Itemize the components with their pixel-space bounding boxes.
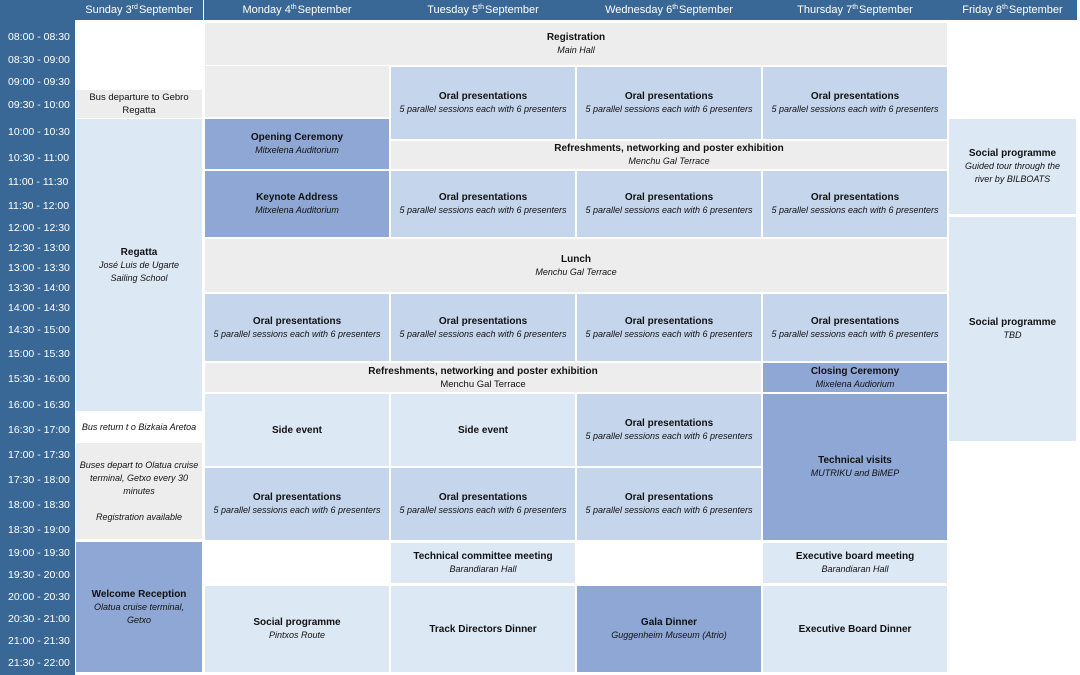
event-title: Executive Board Dinner (798, 623, 912, 635)
time-slot: 08:30 - 09:00 (8, 53, 70, 66)
event-title: Oral presentations (252, 315, 342, 327)
event-detail: Menchu Gal Terrace (628, 156, 710, 166)
day-header-3 (576, 0, 762, 20)
event-technical-visits (763, 394, 947, 540)
event-title: Oral presentations (438, 192, 528, 203)
event-detail: river by BILBOATS (974, 174, 1051, 184)
day-header-ordinal: th (672, 3, 679, 11)
event-thu-oral-1 (763, 67, 947, 139)
event-title: Oral presentations (624, 492, 714, 503)
header-corner (0, 0, 75, 20)
time-slot: 13:00 - 13:30 (8, 261, 70, 274)
day-header-day: Monday 4 (242, 4, 291, 16)
event-detail: Buses depart to Olatua cruise (79, 459, 199, 470)
time-slot: 14:30 - 15:00 (8, 324, 70, 336)
event-title: Oral presentations (438, 91, 528, 102)
event-detail: 5 parallel sessions each with 6 presenters (399, 328, 567, 339)
event-title: Lunch (561, 253, 591, 265)
event-track-directors-dinner (391, 586, 575, 672)
event-detail: Guided tour through the (964, 161, 1061, 171)
event-sunday-buses-depart (76, 443, 202, 539)
event-detail: Menchu Gal Terrace (535, 266, 617, 277)
time-slot: 10:30 - 11:00 (8, 152, 70, 164)
day-header-day: Wednesday 6 (605, 4, 673, 16)
time-slot: 09:00 - 09:30 (8, 75, 70, 88)
event-wed-oral-2 (577, 171, 761, 237)
event-title: Oral presentations (624, 418, 714, 429)
event-detail: Bus return t o Bizkaia Aretoa (81, 422, 197, 432)
day-header-ordinal: th (1002, 3, 1008, 11)
event-closing-ceremony (763, 363, 947, 392)
time-slot: 18:30 - 19:00 (8, 523, 70, 536)
event-wed-oral-3 (577, 294, 761, 361)
event-title: Oral presentations (624, 315, 714, 327)
event-detail: Main Hall (557, 45, 595, 55)
time-slot: 18:00 - 18:30 (8, 499, 70, 511)
event-wed-oral-5 (577, 468, 761, 540)
day-header-2 (390, 0, 576, 20)
event-fri-social-programme-2 (949, 217, 1076, 441)
event-sunday-bus-departure (76, 90, 202, 118)
time-slot: 10:00 - 10:30 (8, 125, 70, 138)
day-header-ordinal: th (478, 3, 484, 11)
time-slot: 17:00 - 17:30 (8, 449, 70, 461)
event-title: Keynote Address (256, 192, 338, 203)
day-header-day: Friday 8 (962, 4, 1003, 16)
event-detail: Sailing School (110, 272, 168, 283)
day-header-1 (204, 0, 390, 20)
event-detail: Regatta (122, 105, 156, 116)
event-title: Oral presentations (810, 91, 900, 102)
time-slot: 20:00 - 20:30 (8, 590, 70, 603)
event-technical-committee-meeting (391, 543, 575, 583)
event-detail: 5 parallel sessions each with 6 presenters (585, 505, 753, 515)
time-slot: 15:00 - 15:30 (8, 347, 70, 360)
time-slot: 13:30 - 14:00 (8, 281, 70, 294)
event-sunday-welcome-reception (76, 542, 202, 672)
event-executive-board-meeting (763, 543, 947, 583)
event-title: Technical committee meeting (413, 551, 553, 562)
event-title: Oral presentations (252, 492, 342, 503)
event-detail: TBD (1003, 330, 1022, 340)
time-slot: 16:30 - 17:00 (8, 424, 70, 436)
day-header-month: September (485, 4, 539, 16)
event-detail: 5 parallel sessions each with 6 presenters (399, 205, 567, 215)
event-tue-oral-2 (391, 171, 575, 237)
event-title: Closing Ceremony (810, 365, 900, 377)
event-title: Social programme (968, 317, 1057, 328)
event-thu-oral-3 (763, 294, 947, 361)
day-header-month: September (1008, 4, 1063, 16)
day-header-month: September (297, 4, 352, 16)
event-detail: 5 parallel sessions each with 6 presenters (399, 505, 567, 515)
event-title: Social programme (253, 617, 341, 628)
time-slot: 12:00 - 12:30 (8, 221, 70, 234)
day-header-ordinal: th (290, 3, 297, 11)
event-title: Oral presentations (810, 192, 900, 203)
event-refreshments-2 (205, 363, 761, 392)
event-registration (205, 23, 947, 65)
day-header-ordinal: rd (131, 3, 138, 11)
time-slot: 14:00 - 14:30 (8, 302, 70, 314)
event-mon-side-event (205, 394, 389, 466)
event-detail: Bus departure to Gebro (89, 92, 189, 103)
event-refreshments-1 (391, 141, 947, 169)
event-detail: Mitxelena Auditorium (255, 145, 339, 155)
time-slot: 17:30 - 18:00 (8, 474, 70, 486)
event-wed-oral-1 (577, 67, 761, 139)
event-title: Oral presentations (810, 315, 900, 327)
day-header-5 (948, 0, 1077, 20)
event-detail: Menchu Gal Terrace (440, 378, 526, 390)
event-detail: 5 parallel sessions each with 6 presenters (585, 431, 753, 441)
event-detail: Mixelena Audiorium (815, 378, 895, 389)
event-detail: MUTRIKU and BiMEP (810, 468, 900, 478)
event-tue-oral-3 (391, 294, 575, 361)
event-title: Side event (271, 424, 323, 436)
event-title: Refreshments, networking and poster exhibition (368, 365, 598, 377)
event-title: Track Directors Dinner (429, 623, 537, 635)
event-title: Oral presentations (438, 492, 528, 503)
event-tue-side-event (391, 394, 575, 466)
event-detail: 5 parallel sessions each with 6 presenters (771, 328, 939, 339)
event-detail: terminal, Getxo every 30 (89, 472, 189, 483)
event-detail: 5 parallel sessions each with 6 presenters (585, 328, 753, 339)
event-title: Welcome Reception (91, 588, 187, 600)
day-header-ordinal: th (852, 3, 859, 11)
event-tue-oral-1 (391, 67, 575, 139)
event-detail: 5 parallel sessions each with 6 presenters (771, 205, 939, 215)
event-sunday-bus-return (76, 414, 202, 441)
event-opening-ceremony (205, 119, 389, 169)
day-header-day: Sunday 3 (85, 4, 132, 16)
event-detail: 5 parallel sessions each with 6 presenters (399, 104, 567, 114)
event-detail: 5 parallel sessions each with 6 presenters (585, 104, 753, 114)
time-slot: 15:30 - 16:00 (8, 372, 70, 385)
day-header-month: September (138, 4, 193, 16)
event-detail: Registration available (95, 511, 183, 522)
time-slot: 08:00 - 08:30 (8, 31, 70, 43)
time-slot: 20:30 - 21:00 (8, 612, 70, 625)
event-title: Opening Ceremony (250, 132, 344, 143)
day-header-day: Tuesday 5 (427, 4, 479, 16)
event-title: Side event (457, 424, 509, 436)
event-monday-registration-gap (205, 66, 389, 117)
event-mon-social-programme (205, 586, 389, 672)
event-mon-oral-5 (205, 468, 389, 540)
event-tue-oral-5 (391, 468, 575, 540)
event-detail: 5 parallel sessions each with 6 presenters (213, 505, 381, 515)
event-title: Technical visits (818, 455, 892, 466)
time-slot: 11:00 - 11:30 (8, 176, 69, 188)
event-title: Executive board meeting (795, 551, 915, 562)
event-detail: 5 parallel sessions each with 6 presenters (585, 205, 753, 215)
event-title: Oral presentations (624, 91, 714, 102)
event-detail: Guggenheim Museum (Atrio) (611, 630, 727, 640)
time-slot: 19:30 - 20:00 (8, 568, 70, 581)
time-slot: 21:00 - 21:30 (8, 634, 70, 647)
day-header-0 (75, 0, 203, 20)
time-slot: 16:00 - 16:30 (8, 398, 70, 411)
event-detail: Mitxelena Auditorium (255, 205, 339, 215)
event-executive-board-dinner (763, 586, 947, 672)
event-detail: 5 parallel sessions each with 6 presenters (771, 104, 939, 114)
day-header-month: September (859, 4, 913, 16)
event-title: Registration (546, 32, 606, 43)
event-title: Refreshments, networking and poster exhibition (554, 143, 784, 154)
event-thu-oral-2 (763, 171, 947, 237)
event-detail: Barandiaran Hall (821, 564, 889, 574)
time-slot: 09:30 - 10:00 (8, 99, 70, 111)
event-mon-oral-3 (205, 294, 389, 361)
event-keynote-address (205, 171, 389, 237)
event-title: Oral presentations (624, 192, 714, 203)
event-title: Gala Dinner (640, 617, 698, 628)
event-sunday-regatta (76, 119, 202, 411)
time-slot: 11:30 - 12:00 (8, 199, 70, 212)
event-lunch (205, 239, 947, 292)
event-detail: Pintxos Route (268, 630, 326, 640)
event-title: Oral presentations (438, 315, 528, 327)
event-title: Regatta (120, 246, 158, 258)
day-header-4 (762, 0, 948, 20)
event-detail: José Luis de Ugarte (98, 259, 180, 270)
event-fri-social-programme-1 (949, 119, 1076, 214)
day-header-day: Thursday 7 (797, 4, 853, 16)
event-detail: 5 parallel sessions each with 6 presenters (213, 328, 381, 339)
event-detail: Olatua cruise terminal, (93, 601, 185, 612)
event-title: Social programme (968, 148, 1057, 159)
event-detail: Getxo (126, 614, 151, 625)
day-header-month: September (679, 4, 733, 16)
time-slot: 12:30 - 13:00 (8, 241, 70, 254)
event-detail: Barandiaran Hall (449, 564, 517, 574)
event-wed-oral-4 (577, 394, 761, 466)
time-slot: 21:30 - 22:00 (8, 656, 70, 669)
time-slot: 19:00 - 19:30 (8, 546, 70, 559)
event-detail: minutes (123, 485, 155, 496)
event-gala-dinner (577, 586, 761, 672)
